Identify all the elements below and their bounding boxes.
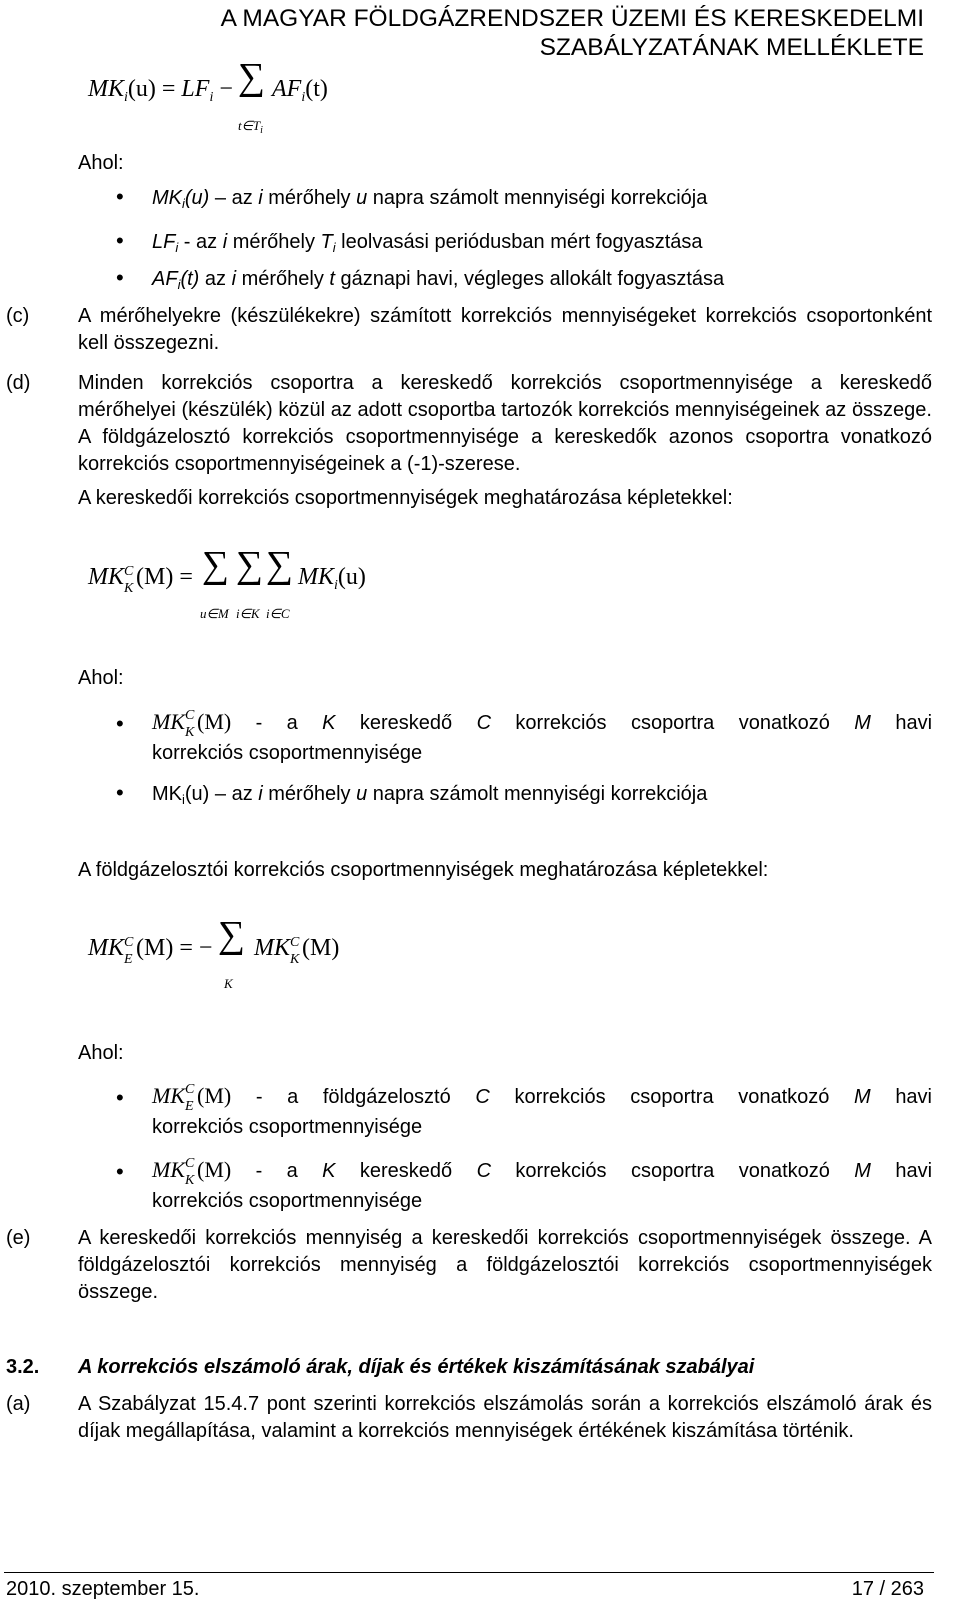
intro-distributor-formula: A földgázelosztói korrekciós csoportmennyiségek meghatározása képletekkel: <box>78 859 769 881</box>
sum-limit-k2: K <box>224 976 233 991</box>
sum-symbol-u: ∑ <box>202 544 230 586</box>
formula-mk-k-c: MK C K (M) = <box>88 564 193 596</box>
definition-mk-i-repeat: $MK_i(u)$ – az i mérőhely u napra számolt mennyiségi korrekciója <box>152 783 708 807</box>
section-title: A korrekciós elszámoló árak, díjak és értékek kiszámításának szabályai <box>78 1356 755 1378</box>
item-label-a: (a) <box>6 1393 31 1415</box>
definition-mk-i: $MK_i(u)$ – az i mérőhely u napra számolt mennyiségi korrekciója <box>152 187 708 211</box>
bullet: • <box>116 780 124 805</box>
sum-limit-c: i∈C <box>266 606 290 621</box>
bullet: • <box>116 265 124 290</box>
where-label: Ahol: <box>78 667 124 689</box>
definition-af-i: $AF_i(t)$ az i mérőhely t gáznapi havi, végleges allokált fogyasztása <box>152 268 725 292</box>
item-label-e: (e) <box>6 1227 31 1249</box>
bullet: • <box>116 228 124 253</box>
bullet: • <box>116 1085 124 1110</box>
where-label: Ahol: <box>78 152 124 174</box>
bullet: • <box>116 1159 124 1184</box>
definition-mk-e-c: MK C E (M) - a földgázelosztó C korrekciós csoportra vonatkozó M havi <box>152 1082 933 1114</box>
sum-limit-k: i∈K <box>236 606 260 621</box>
item-label-c: (c) <box>6 305 30 327</box>
definition-mk-k-c: MK C K (M) - a K kereskedő C korrekciós csoportra vonatkozó M havi <box>152 708 933 740</box>
item-e-text: A kereskedői korrekciós mennyiség a kereskedői korrekciós csoportmennyiségek összege. A földgázelosztói korrekciós mennyiség a földgázelosztói korrekciós csoportmennyiségek összege. <box>78 1227 932 1303</box>
sum-symbol-k2: ∑ <box>218 914 246 956</box>
item-label-d: (d) <box>6 372 31 394</box>
formula-mk-e-c: MK C E (M) = − <box>88 935 213 967</box>
footer-page-number: 17 / 263 <box>851 1578 924 1600</box>
item-d-text: Minden korrekciós csoportra a kereskedő korrekciós csoportmennyisége a kereskedő mérőhelyei (készülék) közül az adott csoportba tartozók korrekciós mennyiségeinek az összege. A földgázelosztó korrekciós csoportmennyisége a kereskedők azonos csoportra vonatkozó korrekciós csoportmennyiségeinek a (-1)-szerese. <box>78 372 932 475</box>
formula-mk-i: $MK_i(u) = LF_i$ − <box>88 76 233 105</box>
definition-lf-i: $LF_i$ - az i mérőhely $T_i$ leolvasási periódusban mért fogyasztása <box>152 231 703 255</box>
bullet: • <box>116 711 124 736</box>
footer-divider <box>4 1572 934 1573</box>
sum-symbol-k: ∑ <box>236 544 264 586</box>
definition-mk-k-c-2-line2: korrekciós csoportmennyisége <box>152 1190 423 1212</box>
header-line-1: A MAGYAR FÖLDGÁZRENDSZER ÜZEMI ÉS KERESKEDELMI <box>220 5 924 32</box>
where-label: Ahol: <box>78 1042 124 1064</box>
item-c-text: A mérőhelyekre (készülékekre) számított korrekciós mennyiségeket korrekciós csoportonként kell összegezni. <box>78 305 932 354</box>
formula-mk-k-c-rhs: MK C K (M) <box>254 935 340 967</box>
footer-date: 2010. szeptember 15. <box>6 1578 200 1600</box>
intro-trader-formula: A kereskedői korrekciós csoportmennyiségek meghatározása képletekkel: <box>78 487 733 509</box>
sum-limit: $t\in T_i$ <box>238 118 263 136</box>
definition-mk-e-c-line2: korrekciós csoportmennyisége <box>152 1116 423 1138</box>
definition-mk-k-c-2: MK C K (M) - a K kereskedő C korrekciós csoportra vonatkozó M havi <box>152 1156 933 1188</box>
formula-af-term: $AF_i(t)$ <box>272 76 328 105</box>
definition-mk-k-c-line2: korrekciós csoportmennyisége <box>152 742 423 764</box>
sum-symbol: ∑ <box>238 56 266 98</box>
sum-symbol-c: ∑ <box>266 544 294 586</box>
section-number: 3.2. <box>6 1356 40 1378</box>
sum-limit-u: u∈M <box>200 606 229 621</box>
formula-mk-i-u: $MK_i(u)$ <box>298 564 366 593</box>
item-a-text: A Szabályzat 15.4.7 pont szerinti korrekciós elszámolás során a korrekciós elszámoló árak és díjak megállapítása, valamint a korrekciós mennyiségek értékének kiszámítása történik. <box>78 1393 932 1442</box>
bullet: • <box>116 184 124 209</box>
header-line-2: SZABÁLYZATÁNAK MELLÉKLETE <box>539 34 924 61</box>
page-header <box>24 4 924 62</box>
